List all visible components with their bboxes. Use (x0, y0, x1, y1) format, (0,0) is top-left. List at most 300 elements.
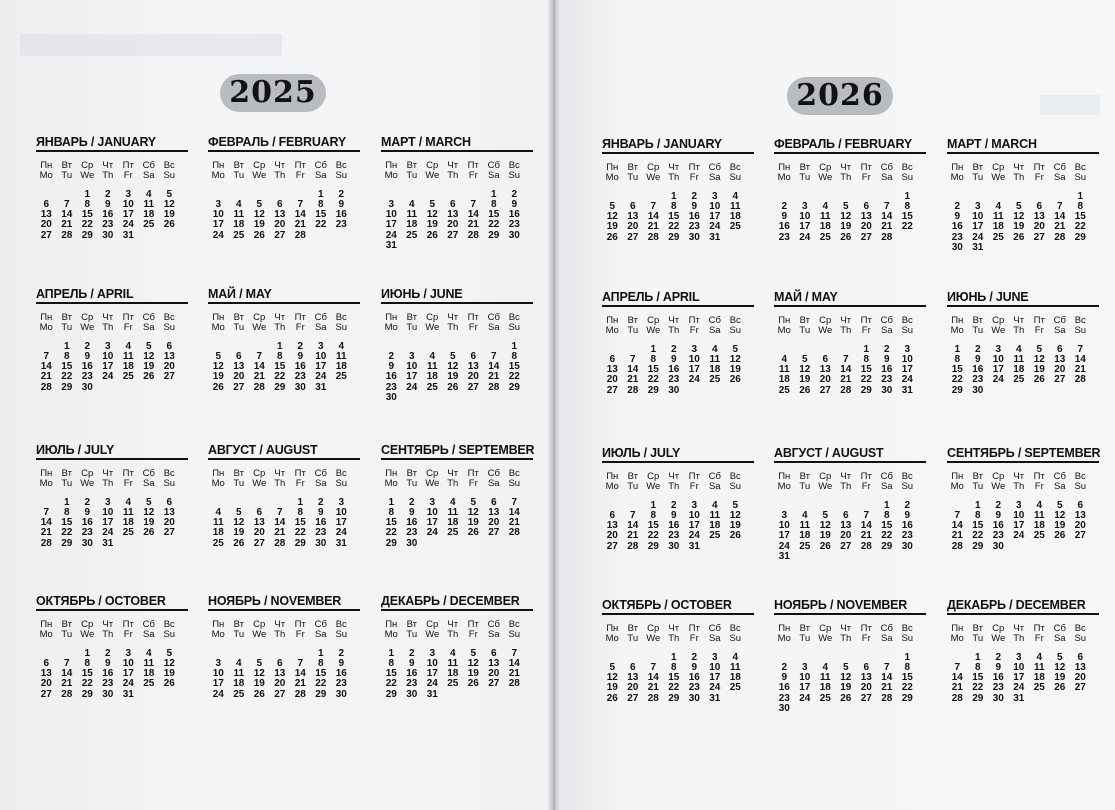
month-block (36, 594, 188, 700)
header-spacer (602, 184, 623, 192)
day-number: 20 (253, 527, 265, 539)
day-number: 22 (668, 682, 680, 694)
weekday-label-ru: Вс (508, 160, 520, 171)
day-number: 14 (881, 211, 893, 223)
day-number: 30 (315, 537, 327, 549)
day-number: 23 (972, 374, 984, 386)
weekday-label-en: Tu (972, 633, 984, 645)
day-number: 15 (385, 668, 397, 680)
day-number: 23 (335, 678, 347, 690)
day-number: 12 (253, 668, 265, 680)
day-number: 23 (335, 219, 347, 231)
day-number: 8 (1077, 200, 1084, 212)
day-number: 1 (84, 188, 91, 200)
day-number: 11 (212, 517, 224, 529)
day-number: 1 (317, 647, 324, 659)
day-number: 3 (691, 499, 698, 511)
day-number: 9 (317, 506, 324, 518)
day-number: 28 (881, 231, 893, 243)
header-spacer (815, 184, 836, 192)
header-spacer (270, 641, 291, 649)
day-number: 27 (1054, 374, 1066, 386)
weekday-label-en: Sa (708, 172, 721, 184)
day-number: 10 (778, 520, 790, 532)
weekday-label-ru: Чт (668, 623, 680, 634)
header-spacer (208, 490, 229, 498)
day-number: 17 (212, 219, 224, 231)
weekday-label-ru: Пт (294, 619, 306, 630)
year-badge-2026: 2026 (787, 77, 893, 115)
day-number: 24 (688, 530, 700, 542)
day-number: 15 (881, 520, 893, 532)
weekday-label-ru: Ср (253, 468, 266, 479)
weekday-label-en: We (646, 481, 661, 493)
month-day-grid (774, 624, 926, 714)
day-number: 11 (709, 509, 721, 521)
weekday-label-en: Tu (233, 629, 245, 641)
day-number: 3 (317, 340, 324, 352)
weekday-label-en: Tu (406, 478, 418, 490)
day-number: 8 (490, 198, 497, 210)
day-number: 24 (799, 231, 811, 243)
day-number: 30 (102, 688, 114, 700)
day-number: 21 (860, 530, 872, 542)
weekday-label-ru: Пн (385, 619, 398, 630)
day-number: 12 (426, 209, 438, 221)
day-number: 21 (40, 527, 52, 539)
weekday-label-ru: Вс (508, 312, 520, 323)
header-spacer (229, 334, 250, 342)
weekday-label-ru: Сб (142, 160, 155, 171)
weekday-label-ru: Пн (606, 315, 619, 326)
day-number: 6 (609, 509, 616, 521)
day-number: 27 (163, 371, 175, 383)
weekday-label-ru: Ср (426, 312, 439, 323)
day-number: 8 (974, 661, 981, 673)
day-number: 4 (449, 496, 456, 508)
day-number: 19 (1054, 672, 1066, 684)
month-title: ИЮЛЬ / JULY (602, 446, 754, 463)
day-number: 22 (385, 678, 397, 690)
day-number: 9 (691, 661, 698, 673)
weekday-label-ru: Пт (122, 160, 134, 171)
day-number: 1 (297, 496, 304, 508)
header-spacer (463, 182, 484, 190)
day-number: 2 (338, 188, 345, 200)
weekday-label-ru: Пн (951, 162, 964, 173)
day-number: 16 (102, 668, 114, 680)
day-number: 1 (670, 190, 677, 202)
month-title: АПРЕЛЬ / APRIL (602, 290, 754, 307)
weekday-label-ru: Ср (647, 162, 660, 173)
day-number: 1 (650, 343, 657, 355)
day-number: 25 (819, 692, 831, 704)
day-number: 12 (606, 211, 618, 223)
day-number: 17 (1013, 672, 1025, 684)
weekday-label-ru: Пн (778, 623, 791, 634)
month-title: НОЯБРЬ / NOVEMBER (774, 598, 926, 615)
weekday-label-en: We (991, 633, 1006, 645)
weekday-label-ru: Сб (708, 471, 721, 482)
weekday-label-en: Su (1074, 172, 1087, 184)
day-number: 16 (881, 364, 893, 376)
weekday-label-ru: Пт (122, 312, 134, 323)
weekday-label-en: Mo (211, 322, 225, 334)
header-spacer (229, 641, 250, 649)
day-number: 20 (860, 682, 872, 694)
day-number: 10 (102, 350, 114, 362)
day-number: 5 (470, 647, 477, 659)
weekday-label-ru: Вс (901, 162, 913, 173)
day-number: 25 (447, 678, 459, 690)
weekday-label-ru: Пт (860, 623, 872, 634)
day-number: 15 (61, 361, 73, 373)
weekday-label-en: Fr (123, 170, 133, 182)
weekday-label-en: Tu (799, 172, 811, 184)
weekday-label-ru: Пн (385, 312, 398, 323)
day-number: 6 (1036, 200, 1043, 212)
weekday-label-en: Mo (605, 633, 619, 645)
header-spacer (774, 337, 795, 345)
day-number: 14 (40, 517, 52, 529)
day-number: 24 (335, 527, 347, 539)
day-number: 24 (426, 527, 438, 539)
day-number: 30 (688, 231, 700, 243)
weekday-label-ru: Пн (40, 619, 53, 630)
weekday-label-ru: Пт (467, 619, 479, 630)
day-number: 24 (122, 678, 134, 690)
day-number: 16 (972, 364, 984, 376)
weekday-label-en: Fr (689, 633, 699, 645)
weekday-label-en: Su (508, 478, 521, 490)
weekday-label-en: Th (840, 481, 852, 493)
day-number: 13 (627, 211, 639, 223)
weekday-label-en: Th (840, 172, 852, 184)
header-spacer (290, 182, 311, 190)
day-number: 4 (145, 188, 152, 200)
day-number: 18 (709, 364, 721, 376)
header-spacer (643, 184, 664, 192)
day-number: 4 (995, 200, 1002, 212)
day-number: 10 (426, 657, 438, 669)
weekday-label-ru: Вт (972, 623, 983, 634)
day-number: 1 (1077, 190, 1084, 202)
day-number: 8 (276, 350, 283, 362)
day-number: 11 (1013, 353, 1025, 365)
day-number: 25 (335, 371, 347, 383)
day-number: 13 (40, 668, 52, 680)
day-number: 22 (294, 527, 306, 539)
day-number: 10 (122, 657, 134, 669)
weekday-label-en: Sa (487, 478, 500, 490)
day-number: 14 (881, 672, 893, 684)
header-spacer (1029, 184, 1050, 192)
day-number: 3 (104, 340, 111, 352)
day-number: 6 (629, 200, 636, 212)
weekday-label-ru: Пт (467, 468, 479, 479)
day-number: 30 (335, 688, 347, 700)
day-number: 15 (315, 668, 327, 680)
day-number: 28 (840, 384, 852, 396)
weekday-label-en: Tu (233, 170, 245, 182)
weekday-label-en: Th (1013, 172, 1025, 184)
day-number: 11 (709, 353, 721, 365)
day-number: 26 (233, 537, 245, 549)
day-number: 16 (668, 364, 680, 376)
weekday-label-en: Tu (61, 322, 73, 334)
day-number: 4 (429, 350, 436, 362)
weekday-label-ru: Сб (880, 162, 893, 173)
weekday-label-ru: Вт (61, 312, 72, 323)
weekday-label-ru: Вс (1074, 315, 1086, 326)
weekday-label-ru: Сб (487, 160, 500, 171)
day-number: 8 (670, 661, 677, 673)
header-spacer (815, 493, 836, 501)
weekday-label-en: Sa (880, 481, 893, 493)
header-spacer (643, 645, 664, 653)
weekday-label-ru: Пт (860, 471, 872, 482)
weekday-label-en: We (818, 325, 833, 337)
day-number: 13 (253, 517, 265, 529)
day-number: 5 (801, 353, 808, 365)
day-number: 21 (840, 374, 852, 386)
day-number: 21 (40, 371, 52, 383)
day-number: 30 (972, 384, 984, 396)
weekday-label-en: Th (668, 633, 680, 645)
header-spacer (774, 184, 795, 192)
day-number: 15 (81, 668, 93, 680)
day-number: 7 (954, 661, 961, 673)
day-number: 10 (709, 200, 721, 212)
day-number: 5 (1036, 343, 1043, 355)
weekday-label-ru: Вт (61, 468, 72, 479)
weekday-label-en: Tu (627, 481, 639, 493)
day-number: 19 (426, 219, 438, 231)
day-number: 30 (508, 229, 520, 241)
weekday-label-en: Th (274, 170, 286, 182)
day-number: 28 (860, 540, 872, 552)
day-number: 26 (1054, 530, 1066, 542)
day-number: 4 (145, 647, 152, 659)
weekday-label-en: Th (668, 172, 680, 184)
weekday-label-en: Mo (211, 629, 225, 641)
day-number: 14 (1074, 353, 1086, 365)
day-number: 10 (688, 353, 700, 365)
day-number: 11 (1033, 661, 1045, 673)
day-number: 5 (842, 661, 849, 673)
day-number: 13 (860, 211, 872, 223)
day-number: 30 (951, 242, 963, 254)
day-number: 5 (609, 661, 616, 673)
day-number: 31 (102, 537, 114, 549)
day-number: 8 (904, 200, 911, 212)
day-number: 25 (122, 527, 134, 539)
day-number: 26 (212, 381, 224, 393)
day-number: 27 (467, 381, 479, 393)
day-number: 4 (732, 651, 739, 663)
day-number: 18 (1033, 520, 1045, 532)
weekday-label-en: Tu (406, 170, 418, 182)
weekday-label-ru: Пт (688, 623, 700, 634)
weekday-label-en: Th (447, 629, 459, 641)
weekday-label-ru: Сб (1053, 623, 1066, 634)
day-number: 19 (212, 371, 224, 383)
faded-tab-strip (1040, 95, 1100, 115)
month-title: СЕНТЯБРЬ / SEPTEMBER (947, 446, 1099, 463)
day-number: 18 (799, 530, 811, 542)
day-number: 13 (860, 672, 872, 684)
month-day-grid (602, 472, 754, 552)
weekday-label-en: Sa (487, 629, 500, 641)
day-number: 19 (840, 221, 852, 233)
weekday-label-ru: Вс (508, 468, 520, 479)
header-spacer (815, 645, 836, 653)
day-number: 5 (449, 350, 456, 362)
day-number: 24 (315, 371, 327, 383)
weekday-label-ru: Пт (294, 160, 306, 171)
header-spacer (856, 645, 877, 653)
day-number: 6 (256, 506, 263, 518)
day-number: 13 (1074, 509, 1086, 521)
day-number: 30 (881, 384, 893, 396)
day-number: 2 (104, 188, 111, 200)
day-number: 9 (691, 200, 698, 212)
day-number: 13 (274, 668, 286, 680)
day-number: 11 (447, 506, 459, 518)
day-number: 14 (61, 209, 73, 221)
day-number: 1 (63, 496, 70, 508)
month-title: ОКТЯБРЬ / OCTOBER (36, 594, 188, 611)
day-number: 26 (143, 371, 155, 383)
day-number: 10 (335, 506, 347, 518)
day-number: 14 (467, 209, 479, 221)
day-number: 16 (992, 520, 1004, 532)
day-number: 21 (627, 374, 639, 386)
weekday-label-en: Mo (211, 170, 225, 182)
header-spacer (795, 337, 816, 345)
weekday-label-en: Mo (384, 322, 398, 334)
day-number: 29 (951, 384, 963, 396)
month-day-grid (208, 313, 360, 393)
day-number: 12 (729, 353, 741, 365)
day-number: 26 (1054, 682, 1066, 694)
day-number: 6 (863, 661, 870, 673)
month-title: ДЕКАБРЬ / DECEMBER (381, 594, 533, 611)
weekday-label-en: Su (508, 322, 521, 334)
day-number: 8 (317, 657, 324, 669)
day-number: 23 (688, 682, 700, 694)
day-number: 24 (102, 527, 114, 539)
day-number: 16 (406, 517, 418, 529)
month-day-grid (947, 472, 1099, 552)
day-number: 27 (606, 384, 618, 396)
header-spacer (381, 182, 402, 190)
header-spacer (422, 182, 443, 190)
day-number: 18 (819, 221, 831, 233)
day-number: 16 (668, 520, 680, 532)
day-number: 23 (81, 371, 93, 383)
month-title: АВГУСТ / AUGUST (208, 443, 360, 460)
weekday-label-en: Mo (777, 481, 791, 493)
month-block (381, 594, 533, 700)
day-number: 8 (63, 506, 70, 518)
weekday-label-ru: Ср (647, 471, 660, 482)
day-number: 21 (647, 221, 659, 233)
weekday-label-ru: Пт (688, 315, 700, 326)
day-number: 16 (951, 221, 963, 233)
day-number: 12 (1054, 509, 1066, 521)
day-number: 13 (1033, 211, 1045, 223)
day-number: 23 (81, 527, 93, 539)
day-number: 7 (470, 198, 477, 210)
weekday-label-en: Sa (314, 170, 327, 182)
day-number: 29 (972, 692, 984, 704)
day-number: 4 (408, 198, 415, 210)
day-number: 11 (799, 520, 811, 532)
day-number: 18 (122, 517, 134, 529)
day-number: 27 (627, 231, 639, 243)
weekday-label-en: Th (447, 478, 459, 490)
day-number: 28 (40, 537, 52, 549)
weekday-label-en: Mo (39, 322, 53, 334)
weekday-label-ru: Чт (668, 162, 680, 173)
weekday-label-ru: Вт (406, 160, 417, 171)
day-number: 5 (470, 496, 477, 508)
weekday-label-ru: Пн (951, 315, 964, 326)
weekday-label-en: Th (102, 478, 114, 490)
day-number: 3 (904, 343, 911, 355)
weekday-label-en: We (252, 478, 267, 490)
day-number: 25 (1033, 530, 1045, 542)
day-number: 19 (819, 530, 831, 542)
day-number: 21 (488, 371, 500, 383)
day-number: 7 (842, 353, 849, 365)
day-number: 11 (819, 672, 831, 684)
day-number: 23 (406, 527, 418, 539)
weekday-label-en: Sa (487, 322, 500, 334)
weekday-label-ru: Вт (233, 312, 244, 323)
day-number: 19 (163, 209, 175, 221)
day-number: 13 (488, 506, 500, 518)
day-number: 29 (81, 229, 93, 241)
day-number: 26 (1013, 231, 1025, 243)
day-number: 30 (688, 692, 700, 704)
day-number: 7 (650, 200, 657, 212)
day-number: 1 (954, 343, 961, 355)
day-number: 9 (670, 353, 677, 365)
header-spacer (402, 334, 423, 342)
day-number: 17 (688, 520, 700, 532)
day-number: 26 (467, 527, 479, 539)
day-number: 20 (40, 219, 52, 231)
day-number: 31 (122, 229, 134, 241)
day-number: 23 (992, 530, 1004, 542)
header-spacer (774, 493, 795, 501)
month-block (208, 443, 360, 549)
day-number: 7 (63, 657, 70, 669)
day-number: 29 (385, 688, 397, 700)
day-number: 1 (388, 496, 395, 508)
day-number: 3 (125, 188, 132, 200)
day-number: 21 (881, 221, 893, 233)
weekday-label-en: Tu (233, 478, 245, 490)
day-number: 17 (385, 219, 397, 231)
month-title: АВГУСТ / AUGUST (774, 446, 926, 463)
month-title: МАЙ / MAY (774, 290, 926, 307)
day-number: 26 (467, 678, 479, 690)
month-block (381, 135, 533, 251)
day-number: 15 (668, 672, 680, 684)
